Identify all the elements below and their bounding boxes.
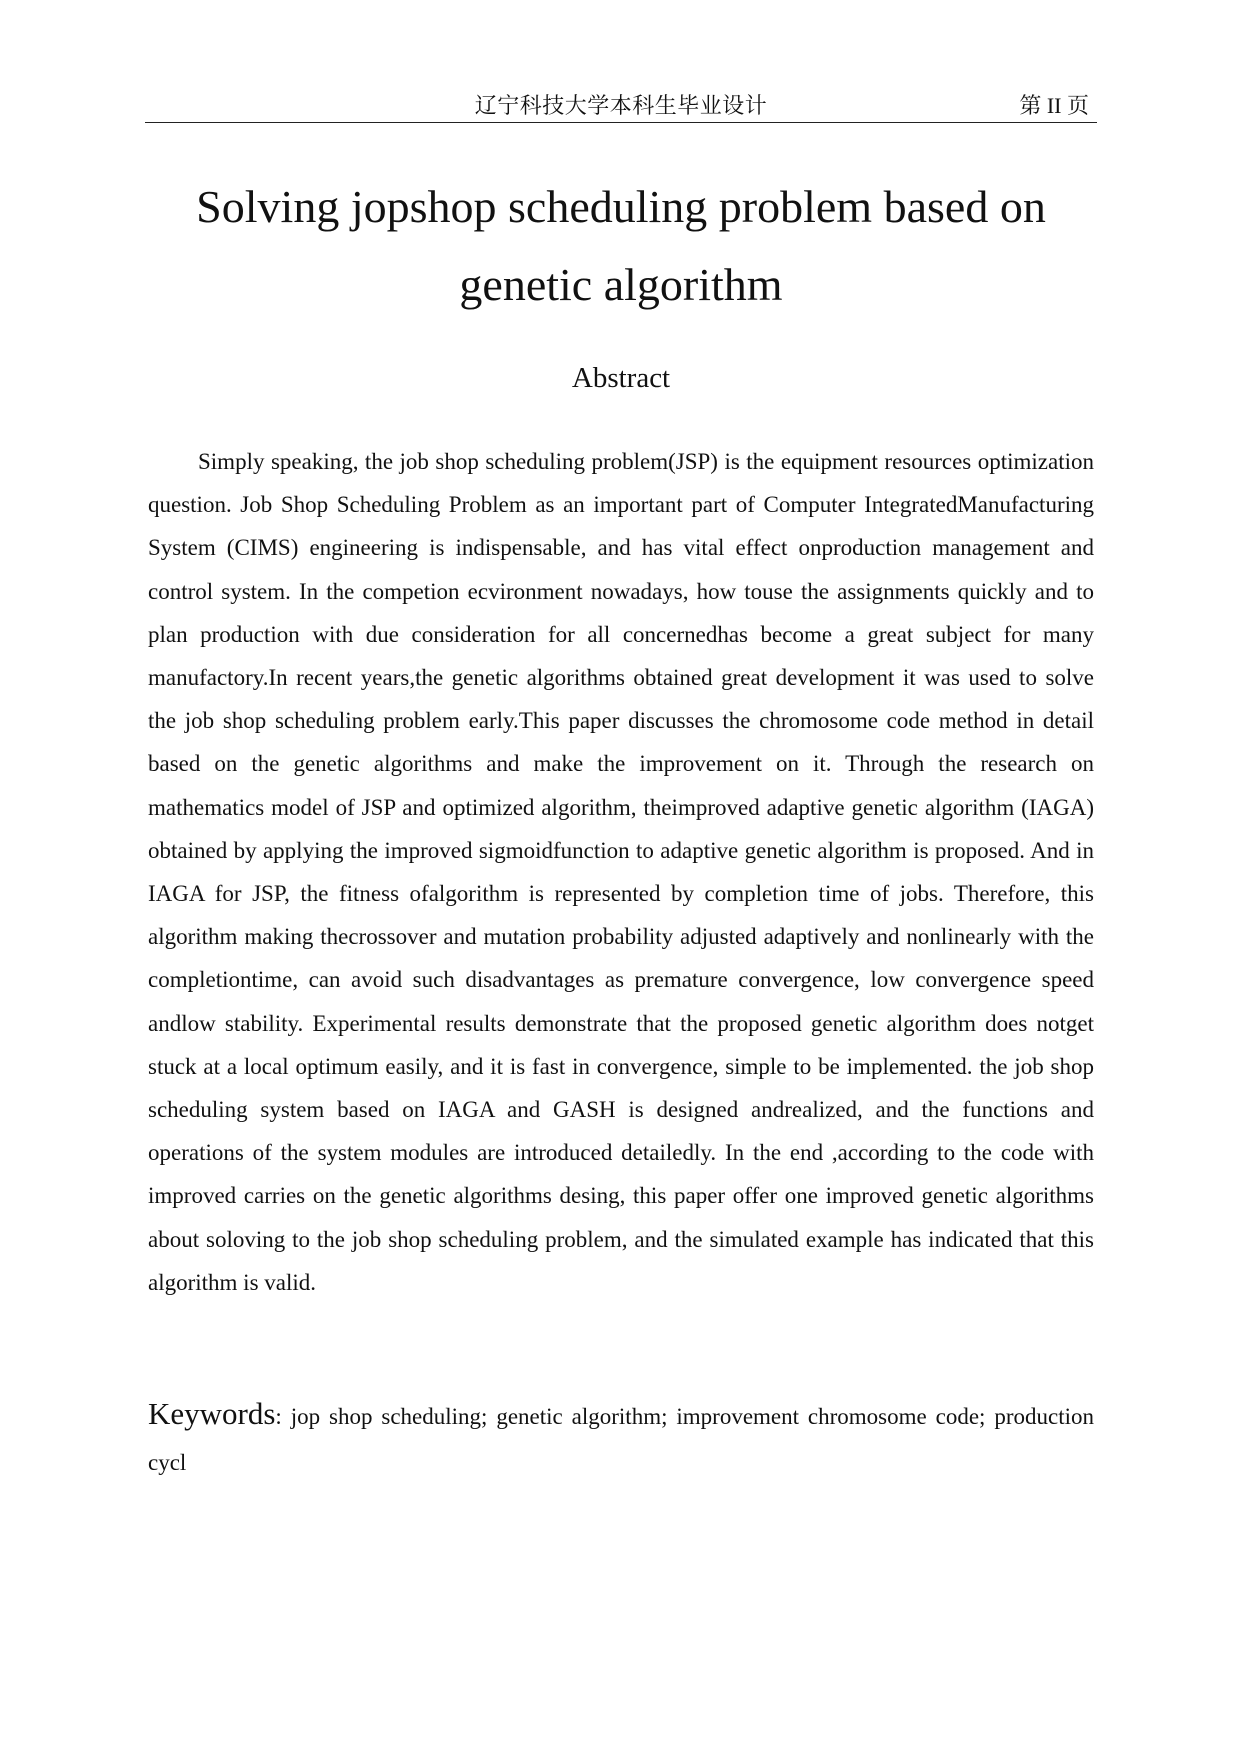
keywords-paragraph (148, 1391, 1094, 1486)
keywords-text: jop shop scheduling; genetic algorithm; improvement chromosome code; production cycl (148, 1404, 1095, 1475)
keywords-label: Keywords (148, 1396, 276, 1431)
paper-title: Solving jopshop scheduling problem based on genetic algorithm (196, 181, 1046, 310)
header-school-name: 辽宁科技大学本科生毕业设计 (474, 93, 768, 118)
abstract-heading: Abstract (571, 362, 671, 394)
keywords-separator: : (275, 1404, 291, 1429)
header-page-number: 第 II 页 (1019, 93, 1089, 118)
page-header (145, 84, 1097, 123)
abstract-body: Simply speaking, the job shop scheduling problem(JSP) is the equipment resources optimization question. Job Shop Scheduling Problem as an important part of Computer IntegratedManufacturing System (CIMS) engineering is indispensable, and has vital effect onproduction management and control system. In the competion ecvironment nowadays, how touse the assignments quickly and to plan production with due consideration for all concernedhas become a great subject for many manufactory.In recent years,the genetic algorithms obtained great development it was used to solve the job shop scheduling problem early.This paper discusses the chromosome code method in detail based on the genetic algorithms and make the improvement on it. Through the research on mathematics model of JSP and optimized algorithm, theimproved adaptive genetic algorithm (IAGA) obtained by applying the improved sigmoidfunction to adaptive genetic algorithm is proposed. And in IAGA for JSP, the fitness ofalgorithm is represented by completion time of jobs. Therefore, this algorithm making thecrossover and mutation probability adjusted adaptively and nonlinearly with the completiontime, can avoid such disadvantages as premature convergence, low convergence speed andlow stability. Experimental results demonstrate that the proposed genetic algorithm does notget stuck at a local optimum easily, and it is fast in convergence, simple to be implemented. the job shop scheduling system based on IAGA and GASH is designed andrealized, and the functions and operations of the system modules are introduced detailedly. In the end ,according to the code with improved carries on the genetic algorithms desing, this paper offer one improved genetic algorithms about soloving to the job shop scheduling problem, and the simulated example has indicated that this algorithm is valid. (148, 449, 1094, 1295)
